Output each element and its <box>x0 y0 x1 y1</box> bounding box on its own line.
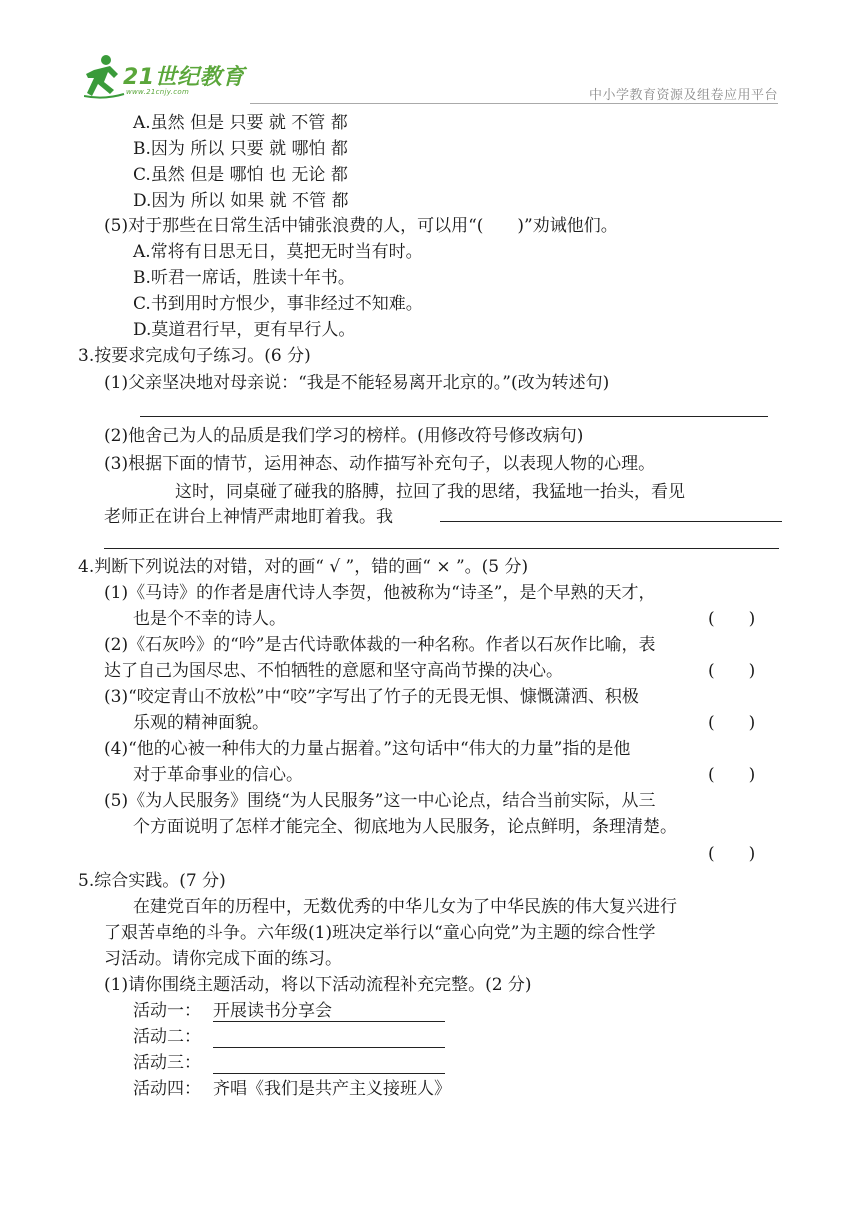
q4-item-3-answer[interactable]: ( ) <box>708 713 756 733</box>
activity-1-value: 开展读书分享会 <box>213 1001 332 1021</box>
q4-item-4-answer[interactable]: ( ) <box>708 765 756 785</box>
q4-item-2-answer[interactable]: ( ) <box>708 661 756 681</box>
q3-part-1: (1)父亲坚决地对母亲说：“我是不能轻易离开北京的。”(改为转述句) <box>104 373 610 393</box>
q3-1-answer-line[interactable] <box>140 416 768 417</box>
q4-item-4-line-2: 对于革命事业的信心。 <box>133 765 303 785</box>
q2-5-option-a: A.常将有日思无日，莫把无时当有时。 <box>133 242 423 262</box>
q4-item-5-line-2: 个方面说明了怎样才能完全、彻底地为人民服务，论点鲜明，条理清楚。 <box>133 817 677 837</box>
q2-5-option-d: D.莫道君行早，更有早行人。 <box>133 320 356 340</box>
activity-2-label: 活动二： <box>133 1027 201 1047</box>
q5-part-1: (1)请你围绕主题活动，将以下活动流程补充完整。(2 分) <box>104 975 532 995</box>
activity-3-label: 活动三： <box>133 1053 201 1073</box>
q5-para-line-1: 在建党百年的历程中，无数优秀的中华儿女为了中华民族的伟大复兴进行 <box>133 897 677 917</box>
q3-3-text-line-2: 老师正在讲台上神情严肃地盯着我。我 <box>104 507 393 527</box>
platform-name: 中小学教育资源及组卷应用平台 <box>588 88 778 103</box>
q4-item-4-line-1: (4)“他的心被一种伟大的力量占据着。”这句话中“伟大的力量”指的是他 <box>104 739 631 759</box>
activity-1-line <box>213 1021 445 1022</box>
logo-text: 21世纪教育 <box>123 65 245 90</box>
activity-3-answer-line[interactable] <box>213 1073 445 1074</box>
q4-item-3-line-2: 乐观的精神面貌。 <box>133 713 269 733</box>
q2-4-option-d: D.因为 所以 如果 就 不管 都 <box>133 191 349 211</box>
q3-3-text-line-1: 这时，同桌碰了碰我的胳膊，拉回了我的思绪，我猛地一抬头，看见 <box>175 482 685 502</box>
q3-part-3: (3)根据下面的情节，运用神态、动作描写补充句子，以表现人物的心理。 <box>104 454 656 474</box>
q2-5-option-c: C.书到用时方恨少，事非经过不知难。 <box>133 294 423 314</box>
q5-para-line-3: 习活动。请你完成下面的练习。 <box>104 949 342 969</box>
q2-4-option-c: C.虽然 但是 哪怕 也 无论 都 <box>133 165 348 185</box>
q3-3-answer-line-1[interactable] <box>440 521 782 522</box>
q5-para-line-2: 了艰苦卓绝的斗争。六年级(1)班决定举行以“童心向党”为主题的综合性学 <box>104 923 656 943</box>
q4-item-5-answer[interactable]: ( ) <box>708 844 756 864</box>
q4-item-2-line-2: 达了自己为国尽忠、不怕牺牲的意愿和坚守高尚节操的决心。 <box>104 661 563 681</box>
q5-title: 5.综合实践。(7 分) <box>78 871 226 891</box>
activity-4-label: 活动四： <box>133 1079 201 1099</box>
q4-item-1-line-1: (1)《马诗》的作者是唐代诗人李贺，他被称为“诗圣”，是个早熟的天才， <box>104 583 656 603</box>
q2-5-stem: (5)对于那些在日常生活中铺张浪费的人，可以用“( )”劝诫他们。 <box>104 216 618 236</box>
q2-5-option-b: B.听君一席话，胜读十年书。 <box>133 268 355 288</box>
q4-item-3-line-1: (3)“咬定青山不放松”中“咬”字写出了竹子的无畏无惧、慷慨潇洒、积极 <box>104 687 639 707</box>
logo-url: www.21cnjy.com <box>126 88 190 96</box>
q4-item-5-line-1: (5)《为人民服务》围绕“为人民服务”这一中心论点，结合当前实际，从三 <box>104 791 656 811</box>
q4-item-1-answer[interactable]: ( ) <box>708 609 756 629</box>
q3-part-2: (2)他舍己为人的品质是我们学习的榜样。(用修改符号修改病句) <box>104 426 584 446</box>
q3-3-answer-line-2[interactable] <box>104 548 779 549</box>
q4-title: 4.判断下列说法的对错，对的画“ √ ”，错的画“ × ”。(5 分) <box>78 557 529 577</box>
activity-4-value: 齐唱《我们是共产主义接班人》 <box>213 1079 451 1099</box>
activity-2-answer-line[interactable] <box>213 1047 445 1048</box>
q2-4-option-b: B.因为 所以 只要 就 哪怕 都 <box>133 139 348 159</box>
q2-4-option-a: A.虽然 但是 只要 就 不管 都 <box>133 113 348 133</box>
page-header <box>0 0 860 110</box>
q4-item-2-line-1: (2)《石灰吟》的“吟”是古代诗歌体裁的一种名称。作者以石灰作比喻，表 <box>104 635 656 655</box>
q4-item-1-line-2: 也是个不幸的诗人。 <box>133 609 286 629</box>
header-divider <box>250 103 778 104</box>
activity-1-label: 活动一： <box>133 1001 201 1021</box>
q3-title: 3.按要求完成句子练习。(6 分) <box>78 346 311 366</box>
